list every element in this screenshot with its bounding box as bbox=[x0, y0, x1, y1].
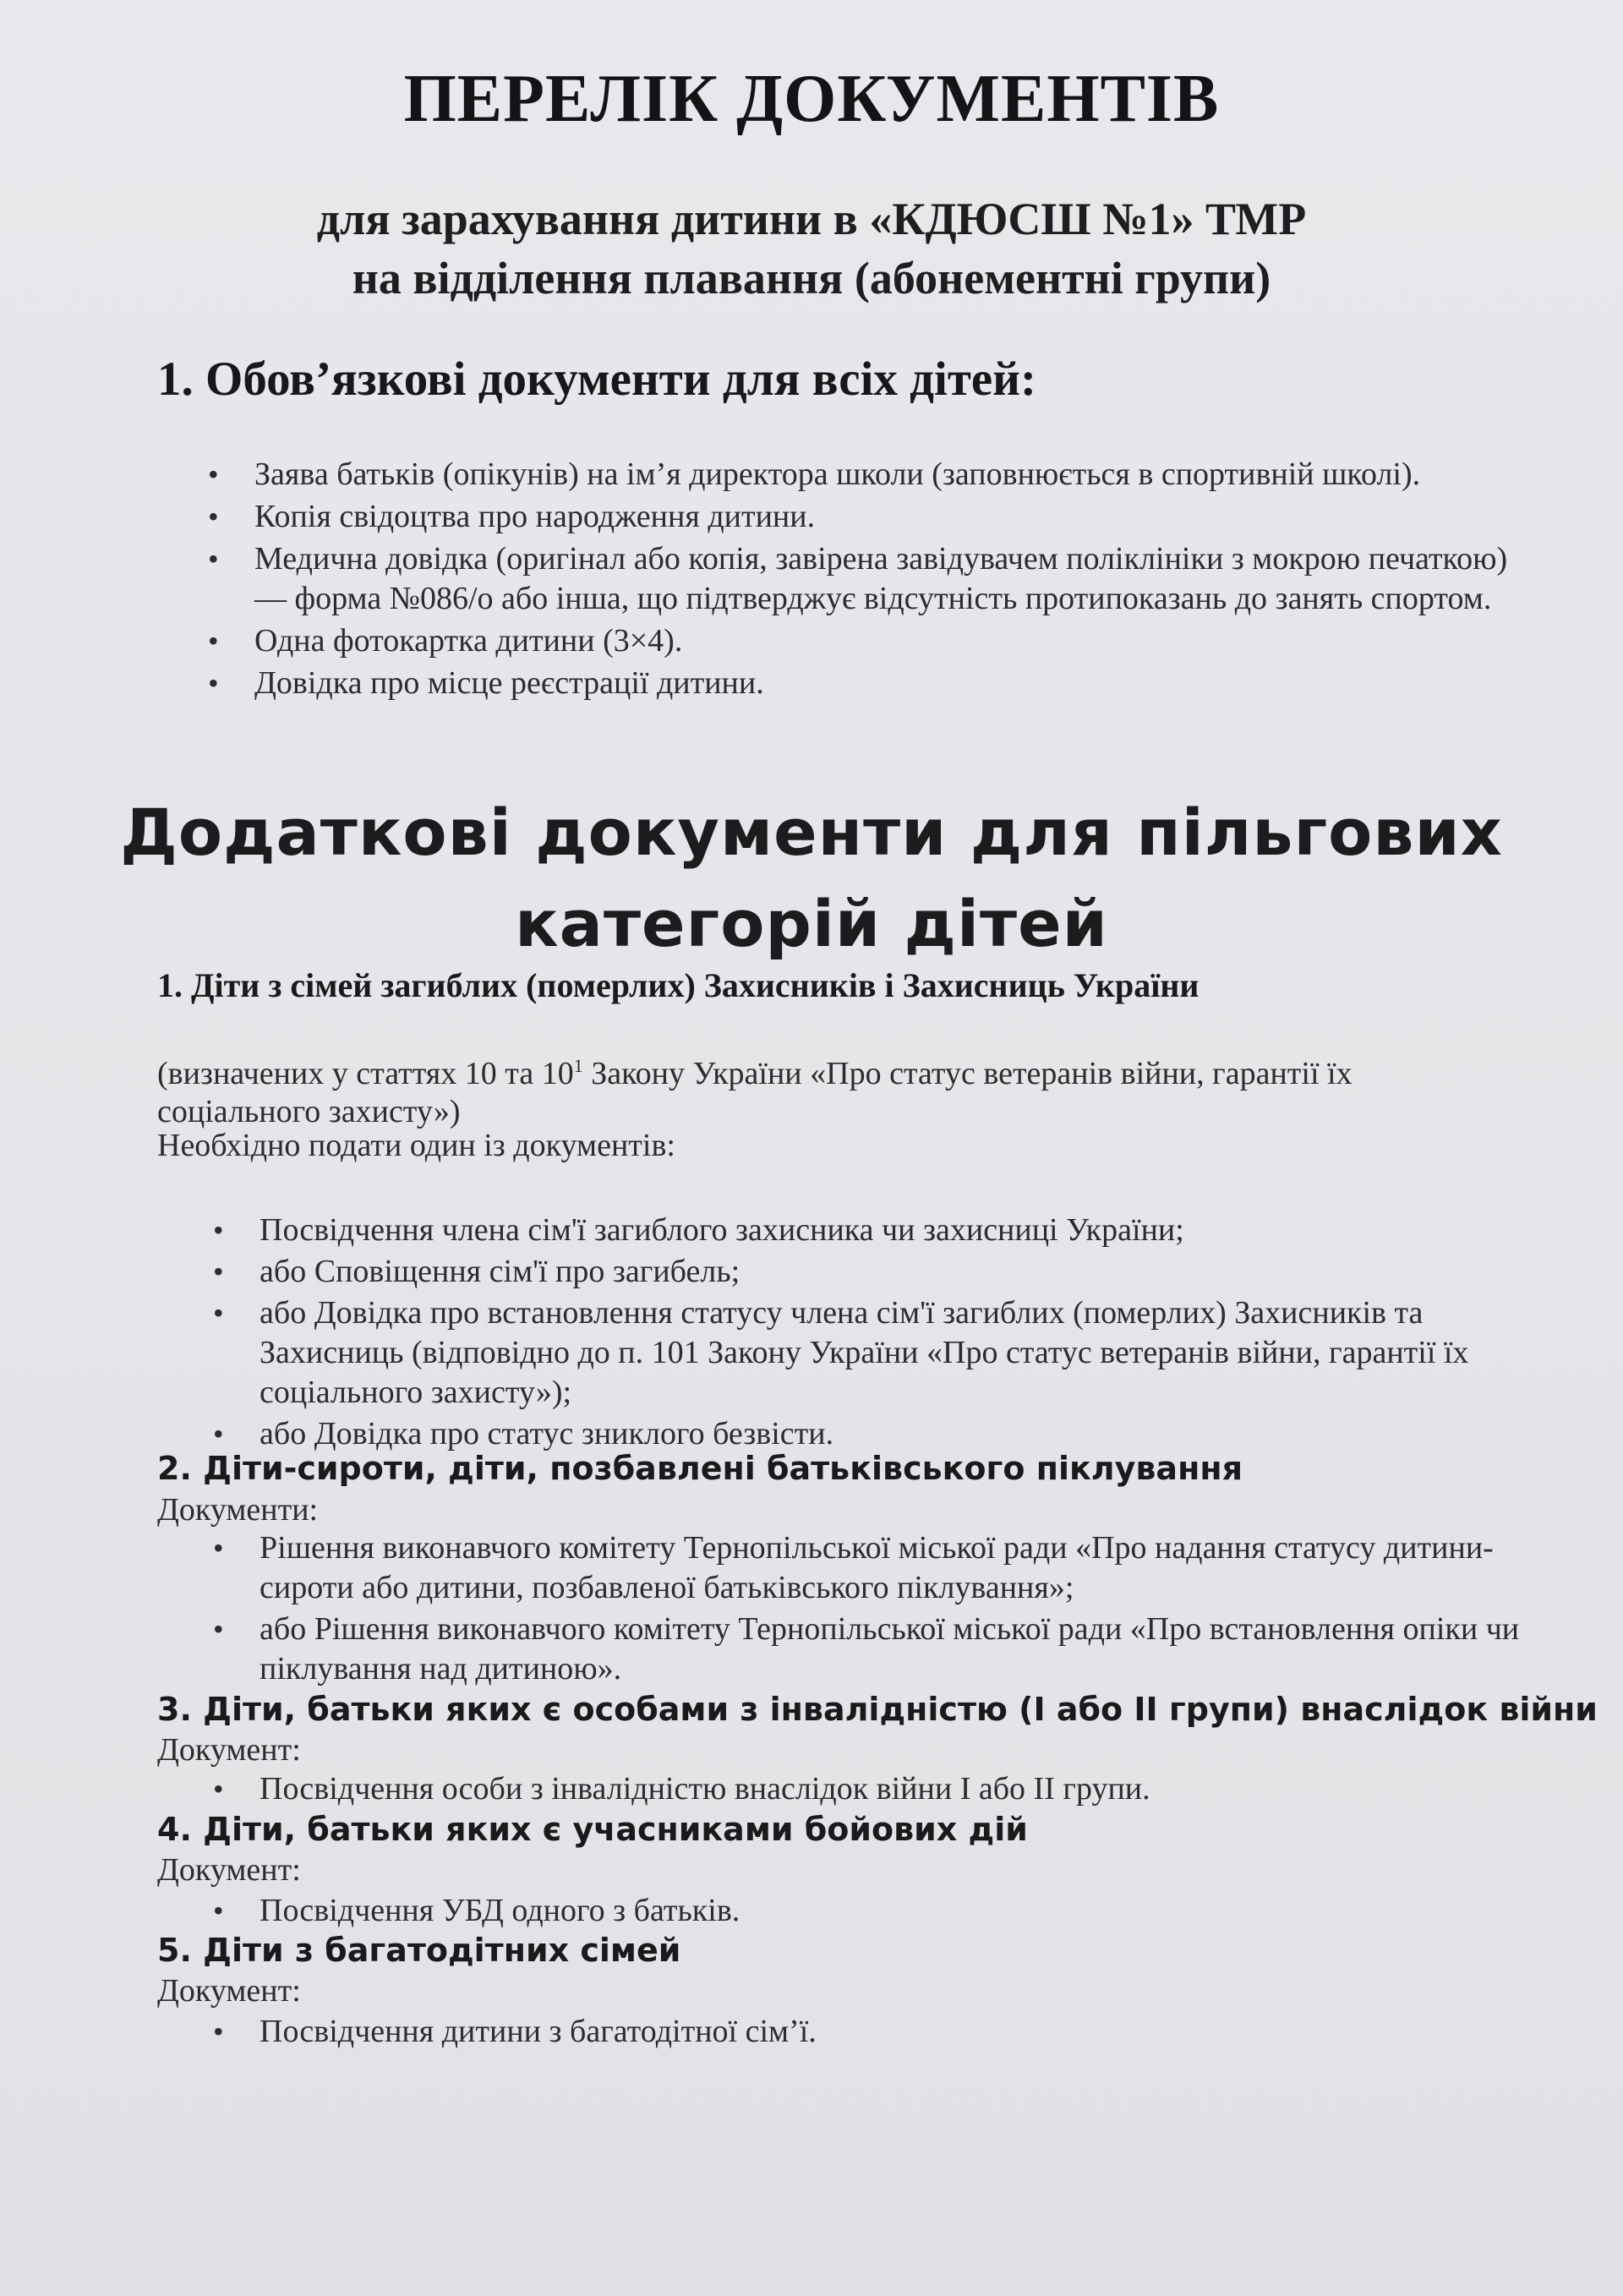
category-1-note-superscript: 1 bbox=[573, 1055, 583, 1076]
category-5-heading: 5. Діти з багатодітних сімей bbox=[157, 1932, 681, 1969]
list-item: • Копія свідоцтва про народження дитини. bbox=[208, 497, 1535, 537]
list-item: • Посвідчення УБД одного з батьків. bbox=[213, 1891, 1523, 1931]
category-1-note-start: (визначених у статтях 10 та 10 bbox=[157, 1056, 574, 1091]
category-2-documents-list bbox=[213, 1528, 1523, 1691]
document-subtitle-line2: на відділення плавання (абонементні групи) bbox=[352, 253, 1271, 303]
category-4-intro: Документ: bbox=[157, 1852, 301, 1888]
category-2-intro: Документи: bbox=[157, 1492, 319, 1528]
document-title: ПЕРЕЛІК ДОКУМЕНТІВ bbox=[403, 62, 1220, 136]
list-item: • Заява батьків (опікунів) на ім’я директора школи (заповнюється в спортивній школі). bbox=[208, 455, 1535, 495]
list-item: • або Довідка про статус зниклого безвісти. bbox=[213, 1414, 1540, 1454]
category-1-note bbox=[157, 1047, 1476, 1131]
mandatory-section-heading: 1. Обов’язкові документи для всіх дітей: bbox=[157, 353, 1036, 406]
list-item: • Посвідчення члена сім'ї загиблого захисника чи захисниці України; bbox=[213, 1211, 1540, 1250]
category-5-documents-list bbox=[213, 2012, 1523, 2052]
list-item: • або Сповіщення сім'ї про загибель; bbox=[213, 1252, 1540, 1292]
list-item: • Посвідчення дитини з багатодітної сім’ї. bbox=[213, 2012, 1523, 2052]
category-1-documents-list bbox=[213, 1211, 1540, 1456]
list-item: • Одна фотокартка дитини (3×4). bbox=[208, 621, 1535, 661]
list-item: • Рішення виконавчого комітету Тернопільської міської ради «Про надання статусу дитини-сироти або дитини, позбавленої батьківського піклування»; bbox=[213, 1528, 1523, 1608]
list-item: • Довідка про місце реєстрації дитини. bbox=[208, 664, 1535, 703]
category-3-documents-list bbox=[213, 1769, 1523, 1809]
category-3-intro: Документ: bbox=[157, 1732, 301, 1768]
list-item: • Посвідчення особи з інвалідністю внаслідок війни І або ІІ групи. bbox=[213, 1769, 1523, 1809]
list-item: • або Рішення виконавчого комітету Тернопільської міської ради «Про встановлення опіки чи піклування над дитиною». bbox=[213, 1610, 1523, 1689]
category-4-heading: 4. Діти, батьки яких є учасниками бойових дій bbox=[157, 1811, 1028, 1848]
category-1-intro: Необхідно подати один із документів: bbox=[157, 1128, 675, 1163]
list-item: • або Довідка про встановлення статусу члена сім'ї загиблих (померлих) Захисників та Захисниць (відповідно до п. 101 Закону України «Про статус ветеранів війни, гарантії їх соціального захисту»); bbox=[213, 1293, 1540, 1413]
additional-section-heading-line1: Додаткові документи для пільгових bbox=[120, 795, 1503, 870]
category-1-heading: 1. Діти з сімей загиблих (померлих) Захисників і Захисниць України bbox=[157, 966, 1199, 1004]
category-2-heading: 2. Діти-сироти, діти, позбавлені батьківського піклування bbox=[157, 1450, 1243, 1487]
category-4-documents-list bbox=[213, 1891, 1523, 1931]
mandatory-documents-list bbox=[208, 455, 1535, 706]
category-3-heading: 3. Діти, батьки яких є особами з інвалідністю (І або ІІ групи) внаслідок війни bbox=[157, 1691, 1598, 1728]
list-item: • Медична довідка (оригінал або копія, завірена завідувачем поліклініки з мокрою печаткою) — форма №086/о або інша, що підтверджує відсутність протипоказань до занять спортом. bbox=[208, 539, 1535, 619]
additional-section-heading-line2: категорій дітей bbox=[515, 886, 1108, 961]
document-subtitle-line1: для зарахування дитини в «КДЮСШ №1» ТМР bbox=[316, 194, 1307, 244]
category-5-intro: Документ: bbox=[157, 1973, 301, 2009]
category-1-note-end: Закону України «Про статус ветеранів війни, гарантії їх соціального захисту») bbox=[157, 1056, 1352, 1129]
